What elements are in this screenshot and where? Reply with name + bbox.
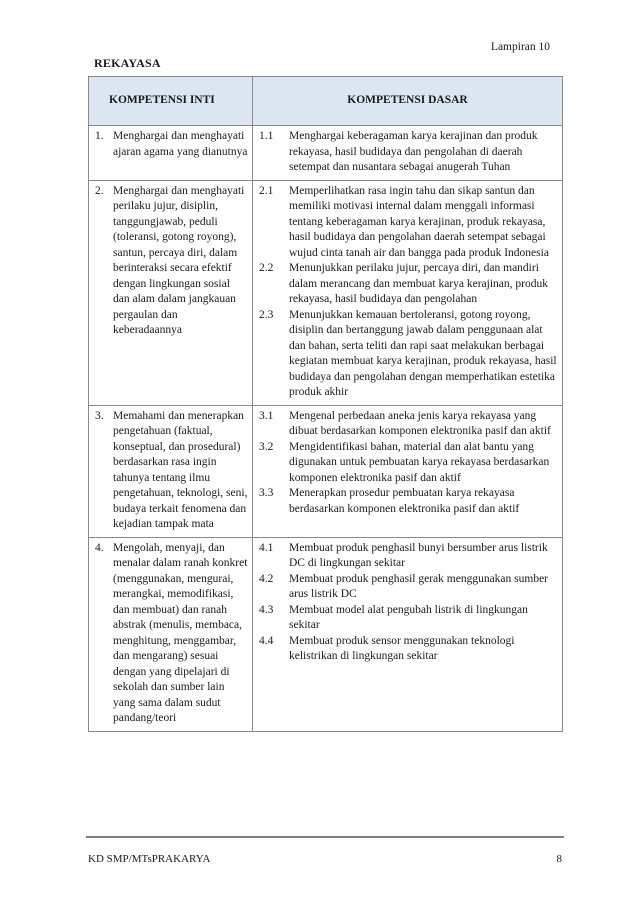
- page-number: 8: [556, 853, 562, 865]
- ki-text: Memahami dan menerapkan pengetahuan (faktual, konseptual, dan prosedural) berdasarkan rasa ingin tahunya tentang ilmu pengetahuan, teknologi, seni, budaya terkait fenomena dan kejadian tampak mata: [113, 409, 248, 530]
- lampiran-label: Lampiran 10: [490, 41, 550, 53]
- kd-text: Membuat produk penghasil gerak menggunakan sumber arus listrik DC: [289, 572, 549, 600]
- kd-item: [257, 440, 559, 487]
- ki-text: Menghargai dan menghayati ajaran agama yang dianutnya: [113, 130, 248, 158]
- ki-number: 1.: [95, 130, 104, 142]
- kd-number: 4.3: [259, 603, 274, 616]
- kd-text: Membuat produk sensor menggunakan teknologi kelistrikan di lingkungan sekitar: [289, 634, 515, 662]
- table-row: [89, 180, 563, 405]
- kd-number: 3.1: [259, 409, 274, 422]
- kd-number: 4.2: [259, 572, 274, 585]
- kd-item: [257, 184, 559, 262]
- ki-cell: [89, 537, 253, 731]
- kd-cell: [253, 537, 563, 731]
- table-row: [89, 126, 563, 181]
- kd-item: [257, 486, 559, 517]
- header-kompetensi-inti: KOMPETENSI INTI: [89, 77, 253, 126]
- kd-number: 3.2: [259, 440, 274, 453]
- kd-item: [257, 634, 559, 665]
- kd-number: 4.1: [259, 541, 274, 554]
- table-row: [89, 537, 563, 731]
- ki-text: Mengolah, menyaji, dan menalar dalam ranah konkret (menggunakan, mengurai, merangkai, memodifikasi, dan membuat) dan ranah abstrak (menulis, membaca, menghitung, menggambar, dan mengarang) sesuai dengan yang dipelajari di sekolah dan sumber lain yang sama dalam sudut pandang/teori: [113, 541, 248, 724]
- kd-text: Membuat produk penghasil bunyi bersumber arus listrik DC di lingkungan sekitar: [289, 541, 548, 569]
- kd-number: 1.1: [259, 130, 274, 142]
- kd-text: Memperlihatkan rasa ingin tahu dan sikap santun dan memiliki motivasi internal dalam menggali informasi tentang keberagaman karya kerajinan, produk rekayasa, hasil budidaya dan pengolahan daerah setempat sebagai wujud cinta tanah air dan bangga pada produk Indonesia: [289, 184, 549, 259]
- kd-number: 2.3: [259, 308, 274, 321]
- ki-number: 2.: [95, 184, 104, 197]
- kd-number: 4.4: [259, 634, 274, 647]
- section-title: REKAYASA: [94, 56, 161, 70]
- footer-doc-title: KD SMP/MTsPRAKARYA: [88, 853, 211, 865]
- kd-text: Menghargai keberagaman karya kerajinan dan produk rekayasa, hasil budidaya dan pengolahan di daerah setempat dan nusantara sebagai anugerah Tuhan: [289, 130, 538, 173]
- footer-divider: [86, 836, 564, 838]
- competency-table: [88, 76, 563, 732]
- kd-item: [257, 572, 559, 603]
- kd-number: 2.2: [259, 262, 274, 274]
- kd-item: [257, 603, 559, 634]
- kd-text: Membuat model alat pengubah listrik di lingkungan sekitar: [289, 603, 528, 631]
- ki-cell: [89, 126, 253, 181]
- kd-text: Menerapkan prosedur pembuatan karya rekayasa berdasarkan komponen elektronika pasif dan aktif: [289, 487, 520, 515]
- kd-text: Mengidentifikasi bahan, material dan alat bantu yang digunakan untuk pembuatan karya rekayasa berdasarkan komponen elektronika pasif dan aktif: [289, 440, 550, 484]
- kd-text: Mengenal perbedaan aneka jenis karya rekayasa yang dibuat berdasarkan komponen elektronika pasif dan aktif: [289, 409, 551, 437]
- kd-cell: [253, 405, 563, 537]
- ki-cell: [89, 180, 253, 405]
- ki-cell: [89, 405, 253, 537]
- kd-text: Menunjukkan perilaku jujur, percaya diri, dan mandiri dalam merancang dan membuat karya kerajinan, produk rekayasa, hasil budidaya dan pengolahan: [289, 262, 548, 305]
- kd-item: [257, 541, 559, 572]
- kd-text: Menunjukkan kemauan bertoleransi, gotong royong, disiplin dan bertanggung jawab dalam penggunaan alat dan bahan, serta teliti dan rapi saat melakukan berbagai kegiatan membuat karya kerajinan, produk rekayasa, hasil budidaya dan pengolahan dengan memperhatikan estetika produk akhir: [289, 308, 557, 398]
- kd-number: 2.1: [259, 184, 274, 197]
- table-body: [89, 126, 563, 732]
- kd-cell: [253, 180, 563, 405]
- ki-number: 3.: [95, 409, 104, 422]
- kd-number: 3.3: [259, 487, 274, 499]
- ki-number: 4.: [95, 541, 104, 554]
- kd-item: [257, 261, 559, 308]
- table-row: [89, 405, 563, 537]
- kd-cell: [253, 126, 563, 181]
- ki-text: Menghargai dan menghayati perilaku jujur, disiplin, tanggungjawab, peduli (toleransi, gotong royong), santun, percaya diri, dalam berinteraksi secara efektif dengan lingkungan sosial dan alam dalam jangkauan pergaulan dan keberadaannya: [113, 184, 245, 336]
- kd-item: [257, 129, 559, 176]
- kd-item: [257, 409, 559, 440]
- kd-item: [257, 308, 559, 401]
- header-kompetensi-dasar: KOMPETENSI DASAR: [253, 77, 563, 126]
- table-header-row: [89, 77, 563, 126]
